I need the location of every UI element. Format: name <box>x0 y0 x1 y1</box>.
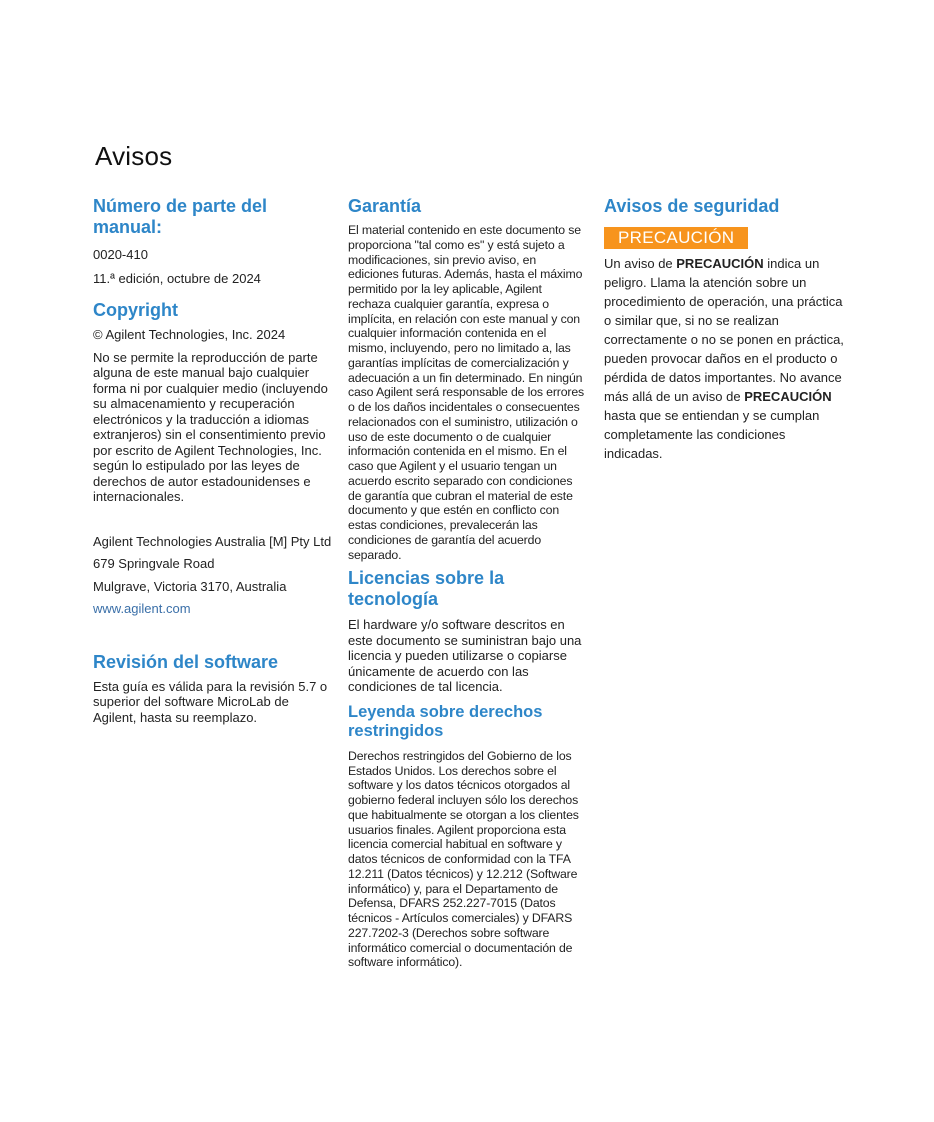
caution-word: PRECAUCIÓN <box>676 256 764 271</box>
street-address: 679 Springvale Road <box>93 556 215 571</box>
restricted-rights-text: Derechos restringidos del Gobierno de los Estados Unidos. Los derechos sobre el software y los datos técnicos otorgados al gobierno federal incluyen sólo los derechos que habitualmente se otorgan a los clientes usuarios finales. Agilent proporciona esta licencia comercial habitual en software y datos técnicos de conformidad con la TFA 12.211 (Datos técnicos) y 12.212 (Software informático) y, para el Departamento de Defensa, DFARS 252.227-7015 (Datos técnicos - Artículos comerciales) y DFARS 227.7202-3 (Derechos sobre software informático comercial o documentación de software informático). <box>348 748 579 970</box>
caution-text-part2: indica un peligro. Llama la atención sobre un procedimiento de operación, una práctica o similar que, si no se realizan correctamente o no se ponen en práctica, pueden provocar daños en el producto o pérdida de datos importantes. No avance más allá de un aviso de <box>604 256 844 404</box>
company-name: Agilent Technologies Australia [M] Pty Ltd <box>93 533 332 549</box>
part-number-heading: Número de parte del manual: <box>93 196 268 237</box>
city-address: Mulgrave, Victoria 3170, Australia <box>93 578 287 594</box>
warranty-text: El material contenido en este documento se proporciona "tal como es" y está sujeto a modificaciones, sin previo aviso, en ediciones futuras. Además, hasta el máximo permitido por la ley aplicable, Agilent rechaza cualquier garantía, expresa o implícita, en relación con este manual y con cualquier información contenida en el mismo, incluyendo, pero no limitado a, las garantías implícitas de comercialización y adecuación a un fin determinado. En ningún caso Agilent será responsable de los errores o de los daños incidentales o consecuentes relacionados con el suministro, utilización o uso de este documento o de cualquier información contenida en el mismo. En el caso que Agilent y el usuario tengan un acuerdo escrito separado con condiciones de garantía que cubran el material de este documento y que estén en conflicto con estas condiciones, prevalecerán las condiciones de garantía del acuerdo separado. <box>348 223 585 562</box>
caution-text-part1: Un aviso de <box>604 256 677 271</box>
caution-text-part3: hasta que se entiendan y se cumplan completamente las condiciones indicadas. <box>604 408 820 461</box>
caution-description <box>604 254 844 463</box>
column-right <box>604 196 844 463</box>
website-link[interactable]: www.agilent.com <box>93 601 191 616</box>
restricted-rights-heading: Leyenda sobre derechos restringidos <box>348 702 543 740</box>
safety-notices-heading: Avisos de seguridad <box>604 196 780 216</box>
caution-word-second: PRECAUCIÓN <box>744 389 832 404</box>
page-title: Avisos <box>95 141 173 171</box>
software-revision-heading: Revisión del software <box>93 651 279 672</box>
software-revision-text: Esta guía es válida para la revisión 5.7 o superior del software MicroLab de Agilent, hasta su reemplazo. <box>93 678 328 725</box>
caution-badge-wrapper <box>604 227 844 249</box>
edition-text: 11.ª edición, octubre de 2024 <box>93 270 261 286</box>
technology-licenses-text: El hardware y/o software descritos en este documento se suministran bajo una licencia y pueden utilizarse o copiarse únicamente de acuerdo con las condiciones de tal licencia. <box>348 617 582 695</box>
copyright-text: No se permite la reproducción de parte alguna de este manual bajo cualquier forma ni por cualquier medio (incluyendo su almacenamiento y recuperación electrónicos y la traducción a idiomas extranjeros) sin el consentimiento previo por escrito de Agilent Technologies, Inc. según lo estipulado por las leyes de derechos de autor estadounidenses e internacionales. <box>93 349 328 504</box>
copyright-heading: Copyright <box>93 300 178 320</box>
column-middle <box>348 196 586 970</box>
part-number-value: 0020-410 <box>93 247 148 262</box>
warranty-heading: Garantía <box>348 196 422 216</box>
copyright-owner: © Agilent Technologies, Inc. 2024 <box>93 327 286 342</box>
caution-badge: PRECAUCIÓN <box>604 227 748 249</box>
technology-licenses-heading: Licencias sobre la tecnología <box>348 568 505 610</box>
column-left <box>93 196 333 725</box>
